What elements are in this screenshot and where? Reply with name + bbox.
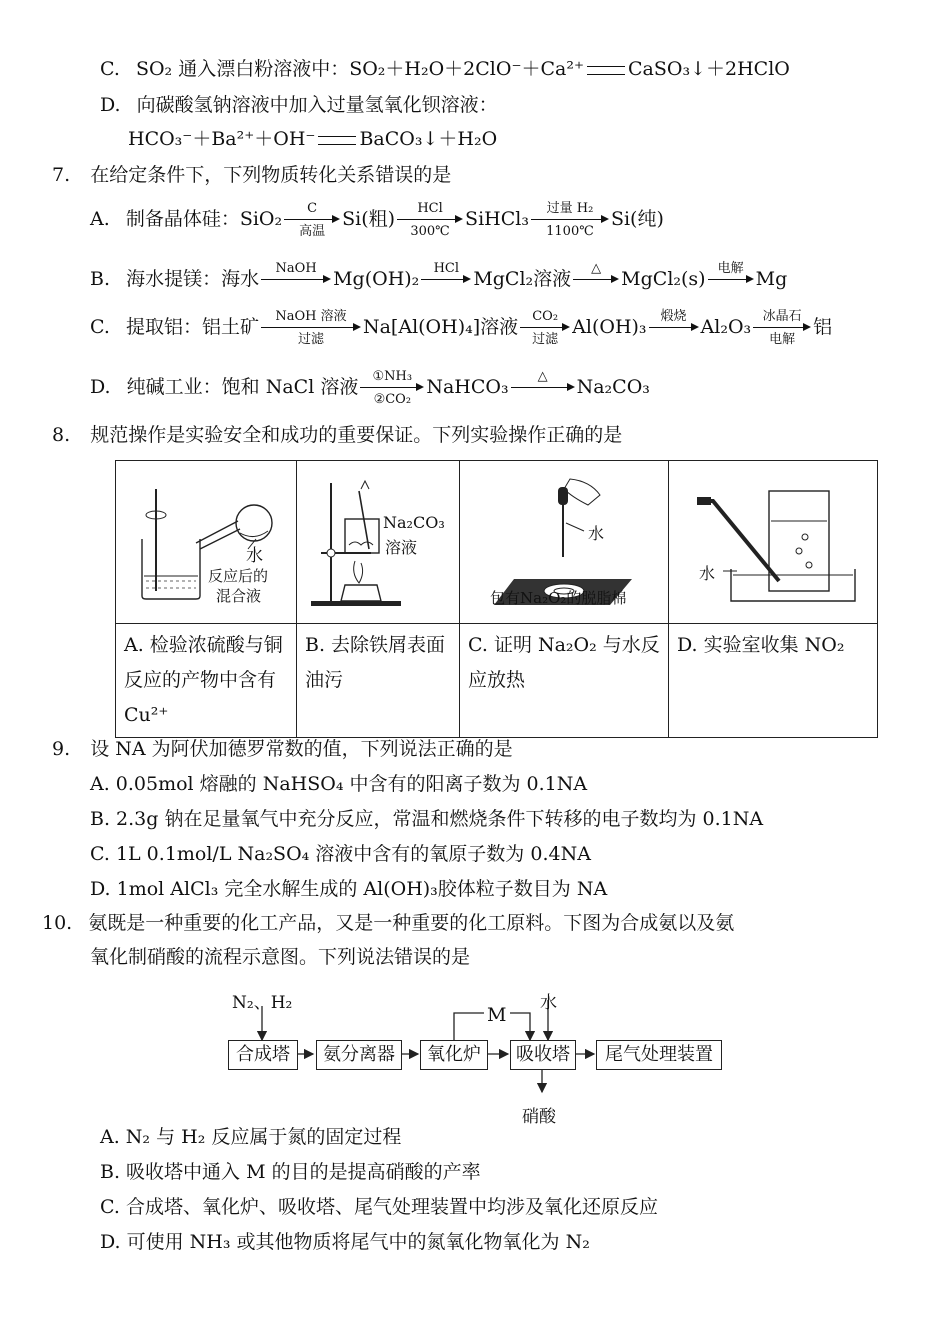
flow-box-absorption-tower: 吸收塔 [510,1040,576,1070]
label-mixture-1: 反应后的 [208,567,269,585]
q8-caption-a: A. 检验浓硫酸与铜反应的产物中含有 Cu²⁺ [116,624,297,738]
q8-pic-a [116,461,297,624]
label-water: 水 [699,564,716,583]
q10-option-d: D. 可使用 NH₃ 或其他物质将尾气中的氮氧化物氧化为 N₂ [100,1231,590,1253]
q8-caption-b: B. 去除铁屑表面油污 [297,624,460,738]
q7-option-d: D. 纯碱工业：饱和 NaCl 溶液 $\frac{\text{①NH₃}}{\text{②CO₂}}$ NaHCO₃ △ Na₂CO₃ [90,369,650,407]
reaction-arrow: HCl [421,262,471,298]
reaction-arrow: 煅烧 [649,310,699,346]
reaction-arrow: 电解 [708,262,754,298]
reaction-arrow: △ [511,370,575,406]
q9-option-d: D. 1mol AlCl₃ 完全水解生成的 Al(OH)₃胶体粒子数目为 NA [90,878,608,900]
flow-box-tail-gas-treatment: 尾气处理装置 [596,1040,722,1070]
flow-water-label: 水 [540,993,557,1013]
reaction-arrow: 冰晶石 电解 [753,310,811,346]
reaction-arrow: NaOH 溶液 过滤 [261,310,361,346]
reaction-arrow: 过量 H₂ 1100℃ [531,202,609,238]
equals-sign [318,136,356,145]
q8-pic-b [297,461,460,624]
q7-stem: 7. 在给定条件下，下列物质转化关系错误的是 [52,164,452,186]
q6-option-d: D. 向碳酸氢钠溶液中加入过量氢氧化钡溶液： [100,94,498,116]
q8-stem: 8. 规范操作是实验安全和成功的重要保证。下列实验操作正确的是 [52,424,623,446]
q9-stem: 9. 设 NA 为阿伏加德罗常数的值，下列说法正确的是 [52,738,513,760]
q7-option-a: A. 制备晶体硅：SiO₂ C 高温 Si(粗) HCl 300℃ SiHCl₃ 过量 H₂ 1100℃ Si(纯) [90,201,664,239]
q10-option-c: C. 合成塔、氧化炉、吸收塔、尾气处理装置中均涉及氧化还原反应 [100,1196,658,1218]
q9-option-c: C. 1L 0.1mol/L Na₂SO₄ 溶液中含有的氧原子数为 0.4NA [90,843,591,865]
q6-option-d-equation: HCO₃⁻＋Ba²⁺＋OH⁻ BaCO₃↓＋H₂O [128,128,498,150]
flow-output-label: 硝酸 [522,1107,556,1127]
flow-input-label: N₂、H₂ [232,993,293,1013]
q8-pic-c [460,461,669,624]
reaction-arrow: NaOH [261,262,331,298]
q10-option-b: B. 吸收塔中通入 M 的目的是提高硝酸的产率 [100,1161,481,1183]
reaction-arrow: HCl 300℃ [397,202,463,238]
label-cotton: 包有Na₂O₂的脱脂棉 [490,589,627,607]
flow-box-oxidation-furnace: 氧化炉 [420,1040,488,1070]
flow-m-label: M [487,1004,507,1026]
flow-box-ammonia-separator: 氨分离器 [316,1040,402,1070]
heating-beaker-illustration [297,461,459,623]
q7-option-b: B. 海水提镁：海水 NaOH Mg(OH)₂ HCl MgCl₂溶液 △ MgCl₂(s) 电解 Mg [90,262,787,298]
reaction-arrow: C 高温 [284,202,340,238]
q10-option-a: A. N₂ 与 H₂ 反应属于氮的固定过程 [100,1126,402,1148]
beaker-dilution-illustration [116,461,296,623]
label-na2co3: Na₂CO₃ [383,513,445,532]
q6-option-c: C. SO₂ 通入漂白粉溶液中：SO₂＋H₂O＋2ClO⁻＋Ca²⁺ CaSO₃↓＋2HClO [100,58,790,80]
q9-option-b: B. 2.3g 钠在足量氧气中充分反应，常温和燃烧条件下转移的电子数均为 0.1NA [90,808,764,830]
reaction-arrow: △ [573,262,619,298]
q8-options-table [115,460,878,738]
q10-stem-line1: 10. 氨既是一种重要的化工产品，又是一种重要的化工原料。下图为合成氨以及氨 [42,912,735,934]
label-solution: 溶液 [385,538,418,557]
label-water: 水 [246,546,263,566]
q8-caption-d: D. 实验室收集 NO₂ [669,624,878,738]
label-mixture-2: 混合液 [216,587,262,605]
equals-sign [587,66,625,75]
flow-box-synthesis-tower: 合成塔 [228,1040,298,1070]
q10-stem-line2: 氧化制硝酸的流程示意图。下列说法错误的是 [90,946,471,968]
q8-caption-c: C. 证明 Na₂O₂ 与水反应放热 [460,624,669,738]
reaction-arrow: CO₂ 过滤 [520,310,570,346]
q8-pic-d [669,461,878,624]
reaction-arrow: $\frac{\text{①NH₃}}{\text{②CO₂}}$ [360,370,424,406]
label-water: 水 [588,524,605,543]
water-trough-collection-illustration [669,461,877,623]
q9-option-a: A. 0.05mol 熔融的 NaHSO₄ 中含有的阳离子数为 0.1NA [90,773,588,795]
q7-option-c: C. 提取铝：铝土矿 NaOH 溶液 过滤 Na[Al(OH)₄]溶液 CO₂ 过滤 Al(OH)₃ 煅烧 Al₂O₃ 冰晶石 电解 铝 [90,309,833,347]
